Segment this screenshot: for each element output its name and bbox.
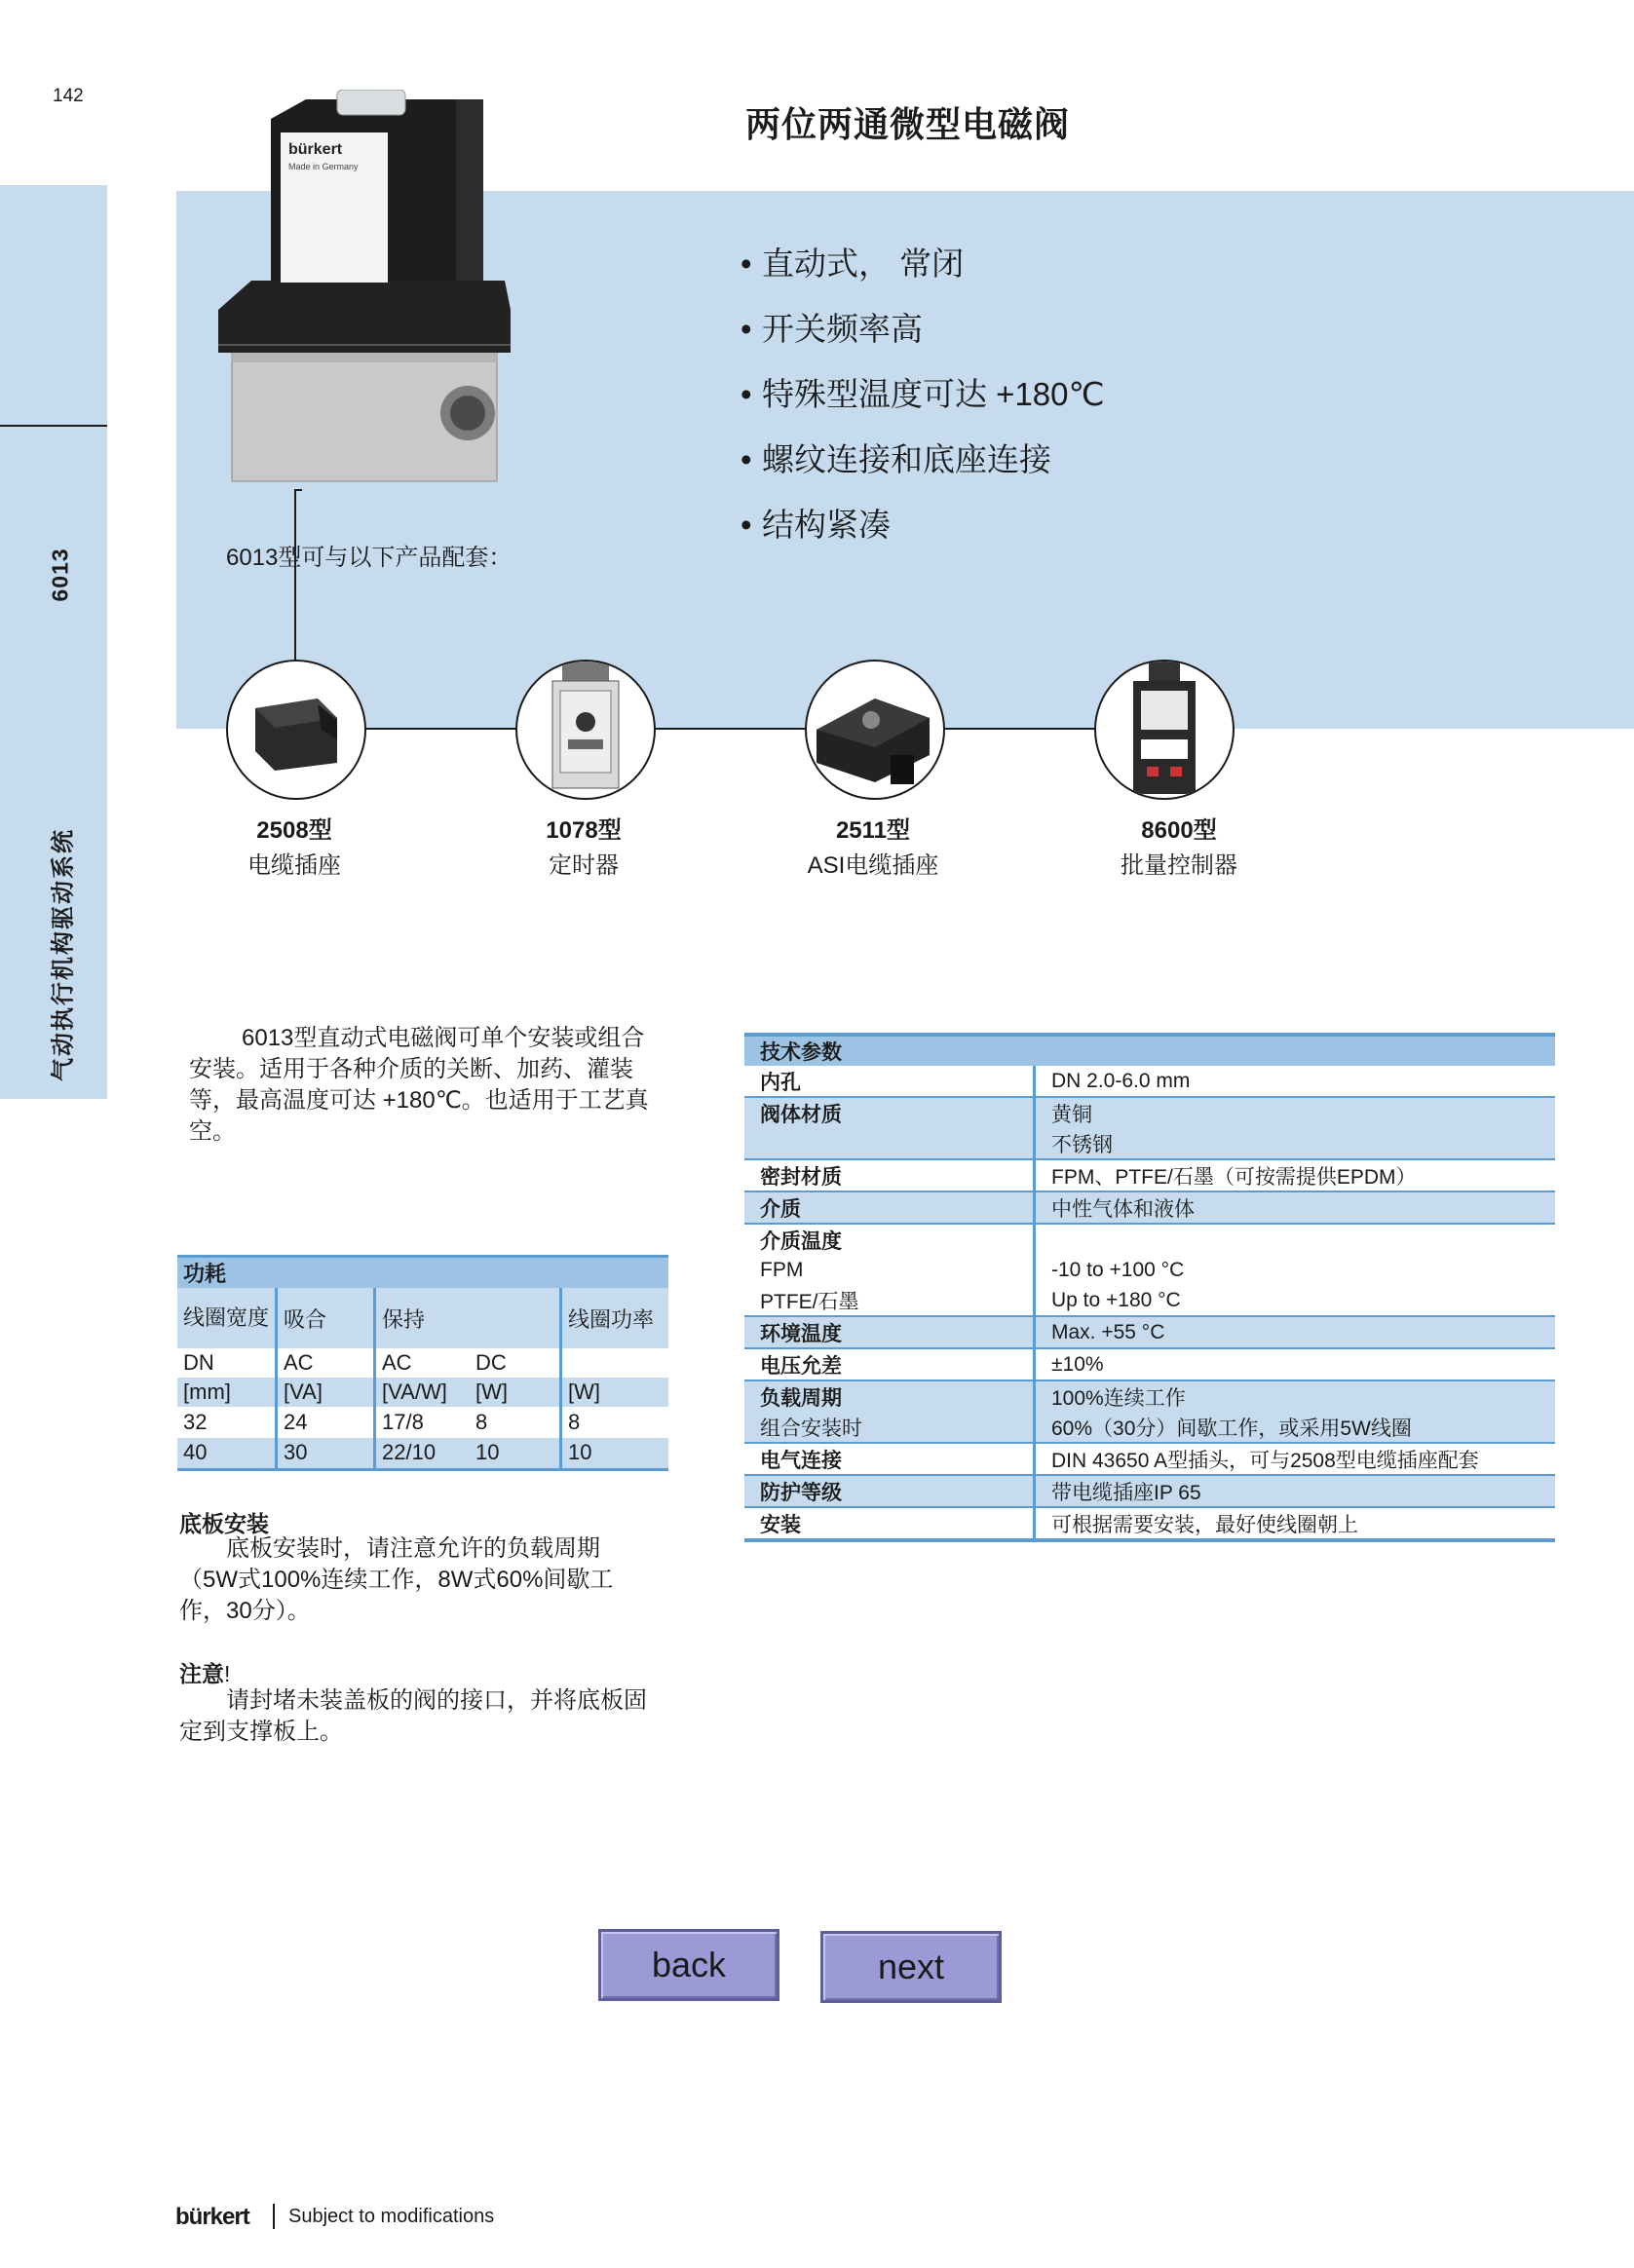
spec-value: 不锈钢 [1035, 1128, 1556, 1159]
table-row [744, 1255, 1555, 1285]
table-row [744, 1128, 1555, 1159]
product-desc: 定时器 [549, 852, 619, 879]
table-row [744, 1066, 1555, 1097]
table-row [744, 1316, 1555, 1348]
note-title: 注意! [179, 1661, 231, 1686]
spec-key: 组合安装时 [744, 1412, 1035, 1443]
table-cell: 10 [561, 1438, 669, 1469]
spec-value: FPM、PTFE/石墨（可按需提供EPDM） [1035, 1159, 1556, 1191]
connector-line [294, 728, 1191, 730]
spec-value: 100%连续工作 [1035, 1380, 1556, 1412]
product-1078-image [515, 660, 656, 800]
spec-key: 介质 [744, 1191, 1035, 1224]
feature-item: • 螺纹连接和底座连接 [741, 441, 1051, 477]
spec-value: Up to +180 °C [1035, 1285, 1556, 1316]
side-category-label: 气动执行机构驱动系统 [50, 828, 77, 1081]
footer-divider [273, 2204, 275, 2229]
table-row [744, 1097, 1555, 1128]
back-button[interactable]: back [598, 1929, 779, 2001]
spec-value: DIN 43650 A型插头，可与2508型电缆插座配套 [1035, 1443, 1556, 1475]
spec-key: PTFE/石墨 [760, 1290, 859, 1313]
spec-value: 60%（30分）间歇工作，或采用5W线圈 [1035, 1412, 1556, 1443]
col-hold: 保持 [375, 1288, 561, 1348]
table-row [177, 1407, 668, 1438]
feature-item: • 开关频率高 [741, 311, 923, 347]
product-desc: ASI电缆插座 [807, 852, 939, 879]
page-number: 142 [53, 86, 84, 106]
feature-item: • 直动式， 常闭 [741, 246, 965, 282]
table-cell [561, 1348, 669, 1378]
table-row [744, 1159, 1555, 1191]
table-cell: 32 [183, 1410, 208, 1434]
valve-brand-text: bürkert [288, 141, 343, 158]
spec-key: 环境温度 [744, 1316, 1035, 1348]
valve-made-in-text: Made in Germany [288, 162, 359, 171]
spec-value: Max. +55 °C [1035, 1316, 1556, 1348]
table-cell: AC [375, 1348, 471, 1378]
feature-list [741, 242, 1105, 568]
note-text: 请封堵未装盖板的阀的接口，并将底板固定到支撑板上。 [179, 1687, 647, 1745]
table-cell: [VA] [277, 1378, 375, 1407]
product-desc: 批量控制器 [1121, 852, 1237, 879]
page-title: 两位两通微型电磁阀 [745, 104, 1071, 144]
table-cell: [VA/W] [375, 1378, 471, 1407]
spec-key: 电气连接 [744, 1443, 1035, 1475]
spec-table [744, 1033, 1555, 1542]
spec-value: 黄铜 [1035, 1097, 1556, 1128]
table-cell: 10 [470, 1438, 561, 1469]
valve-product-image [212, 90, 524, 499]
product-model: 2508型 [256, 817, 332, 844]
table-cell: 30 [277, 1438, 375, 1469]
spec-key: 负载周期 [744, 1380, 1035, 1412]
spec-key [744, 1128, 1035, 1159]
table-cell: 17/8 [375, 1407, 471, 1438]
spec-value: 中性气体和液体 [1035, 1191, 1556, 1224]
product-model: 1078型 [546, 817, 622, 844]
table-cell: 40 [177, 1438, 277, 1469]
table-cell: AC [277, 1348, 375, 1378]
table-cell: DC [475, 1350, 507, 1375]
spec-key: FPM [760, 1258, 804, 1281]
table-row [744, 1348, 1555, 1380]
compatibility-label: 6013型可与以下产品配套： [226, 545, 513, 571]
feature-item: • 特殊型温度可达 +180℃ [741, 376, 1105, 412]
table-cell: [mm] [177, 1378, 277, 1407]
product-model: 8600型 [1141, 817, 1217, 844]
col-coil-power: 线圈功率 [561, 1288, 669, 1348]
table-row [744, 1475, 1555, 1507]
spec-key: 安装 [744, 1507, 1035, 1540]
footer-logo: bürkert [175, 2204, 249, 2230]
table-cell: 24 [277, 1407, 375, 1438]
spec-key: 电压允差 [744, 1348, 1035, 1380]
product-description: 6013型直动式电磁阀可单个安装或组合安装。适用于各种介质的关断、加药、灌装等，最高温度可达 +180℃。也适用于工艺真空。 [189, 1025, 649, 1145]
table-row [744, 1224, 1555, 1255]
side-tab [0, 185, 107, 1099]
table-row [744, 1285, 1555, 1316]
product-desc: 电缆插座 [247, 852, 341, 879]
product-8600-image [1094, 660, 1235, 800]
table-cell: 8 [561, 1407, 669, 1438]
table-row [744, 1191, 1555, 1224]
spec-value: DN 2.0-6.0 mm [1035, 1066, 1556, 1097]
table-cell: 22/10 [375, 1438, 471, 1469]
spec-key: 内孔 [760, 1071, 801, 1094]
spec-key: 阀体材质 [744, 1097, 1035, 1128]
spec-key: 密封材质 [744, 1159, 1035, 1191]
col-pull: 吸合 [277, 1288, 375, 1348]
table-row [744, 1412, 1555, 1443]
table-cell: DN [183, 1350, 214, 1375]
table-cell: [W] [561, 1378, 669, 1407]
spec-value [1035, 1224, 1556, 1255]
table-cell: 8 [475, 1410, 488, 1434]
product-2508-image [226, 660, 366, 800]
mounting-text: 底板安装时，请注意允许的负载周期（5W式100%连续工作，8W式60%间歇工作，30分）。 [179, 1535, 614, 1624]
spec-key: 防护等级 [744, 1475, 1035, 1507]
next-button[interactable]: next [820, 1931, 1002, 2003]
spec-value: 带电缆插座IP 65 [1035, 1475, 1556, 1507]
mounting-title: 底板安装 [179, 1511, 269, 1536]
table-cell: [W] [470, 1378, 561, 1407]
spec-value: ±10% [1035, 1348, 1556, 1380]
footer-text: Subject to modifications [288, 2206, 495, 2227]
product-model: 2511型 [835, 817, 911, 844]
power-table-title: 功耗 [177, 1257, 668, 1289]
side-divider [0, 425, 107, 427]
power-table [177, 1255, 668, 1471]
feature-item: • 结构紧凑 [741, 507, 891, 543]
side-product-code: 6013 [47, 548, 73, 602]
col-coil-width: 线圈宽度 [177, 1288, 277, 1348]
table-row [744, 1507, 1555, 1540]
spec-key: 介质温度 [744, 1224, 1035, 1255]
product-2511-image [805, 660, 945, 800]
spec-value: 可根据需要安装，最好使线圈朝上 [1035, 1507, 1556, 1540]
table-row [744, 1380, 1555, 1412]
spec-table-title: 技术参数 [744, 1035, 1555, 1066]
table-row [744, 1443, 1555, 1475]
spec-value: -10 to +100 °C [1035, 1255, 1556, 1285]
table-row [177, 1438, 668, 1469]
